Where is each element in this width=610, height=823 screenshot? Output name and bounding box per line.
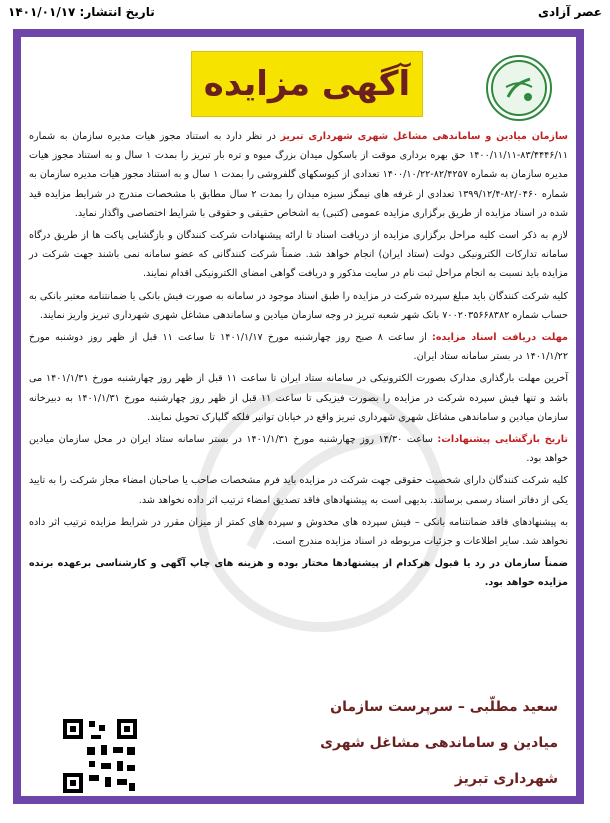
paragraph-7-text: کلیه شرکت کنندگان دارای شخصیت حقوقی جهت شرکت در مزایده باید فرم مشخصات صاحب یا صاحبان امضاء مجاز شرکت را به تایید یکی از دفاتر اسناد رسمی برسانند. بدیهی است به پیشنهادهای فاقد تصدیق امضاء ترتیب اثر داده نخواهد شد. <box>29 475 568 506</box>
paragraph-3 <box>29 287 568 325</box>
signature-line-2: میادین و ساماندهی مشاغل شهری <box>320 735 558 751</box>
municipality-logo-icon <box>486 55 552 121</box>
paragraph-4-lead: مهلت دریافت اسناد مزایده: <box>432 332 568 344</box>
paragraph-9 <box>29 554 568 592</box>
title-box <box>191 51 423 117</box>
paragraph-6-text: ساعت ۱۴/۳۰ روز چهارشنبه مورخ ۱۴۰۱/۱/۳۱ در بستر سامانه ستاد ایران در محل سازمان میادین خواهد بود. <box>29 434 568 465</box>
paragraph-5-text: آخرین مهلت بارگذاری مدارک بصورت الکترونیکی در سامانه ستاد ایران تا ساعت ۱۱ قبل از ظهر روز چهارشنبه مورخ ۱۴۰۱/۱/۳۱ می باشد و تنها فیش سپرده شرکت در مزایده را بصورت فیزیکی تا ساعت ۱۱ قبل از ظهر روز چهارشنبه مورخ ۱۴۰۱/۱/۳۱ به دبیرخانه سازمان میادین و ساماندهی مشاغل شهری شهرداری تبریز واقع در خیابان توانیر فلکه گلپارک تحویل نمایند. <box>29 373 568 423</box>
paragraph-1 <box>29 127 568 223</box>
paragraph-2-text: لازم به ذکر است کلیه مراحل برگزاری مزایده از دریافت اسناد تا ارائه پیشنهادات شرکت کنندگان و بازگشایی پاکت ها از طریق درگاه سامانه تدارکات الکترونیکی دولت (ستاد ایران) انجام خواهد شد. ضمناً شرکت کنندگانی که عضو سامانه نمی باشند جهت شرکت در مزایده باید نسبت به انجام مراحل ثبت نام در سایت مذکور و دریافت گواهی امضای الکترونیکی اقدام نمایند. <box>29 230 568 280</box>
paragraph-9-text: ضمناً سازمان در رد یا قبول هرکدام از پیشنهادها مختار بوده و هزینه های چاپ آگهی و کارشناسی برعهده برنده مزایده خواهد بود. <box>29 558 568 589</box>
ad-title: آگهی مزایده <box>203 64 411 104</box>
paragraph-6 <box>29 430 568 468</box>
signature-line-1: سعید مطلّبی – سرپرست سازمان <box>330 699 558 715</box>
ad-header <box>21 37 576 137</box>
paragraph-2 <box>29 226 568 284</box>
newspaper-name: عصر آزادی <box>538 5 602 19</box>
paragraph-5 <box>29 369 568 427</box>
signature-line-3: شهرداری تبریز <box>454 771 558 787</box>
ad-body <box>29 127 568 712</box>
paragraph-4 <box>29 328 568 366</box>
top-bar <box>0 0 610 26</box>
paragraph-1-lead: سازمان میادین و ساماندهی مشاغل شهری شهرداری تبریز <box>280 131 568 142</box>
ad-frame <box>13 29 584 804</box>
signature-block <box>298 689 558 799</box>
paragraph-7 <box>29 471 568 509</box>
qr-code-icon <box>61 717 139 795</box>
paragraph-8 <box>29 513 568 551</box>
paragraph-6-lead: تاریخ بازگشایی پیشنهادات: <box>437 434 569 446</box>
paragraph-1-text: در نظر دارد به استناد مجوز هیات مدیره سازمان به شماره ۸۳/۴۴۴۶/۱۱-۱۴۰۰/۱۱/۱۱ حق بهره برداری موقت از باسکول میدان بزرگ میوه و تره بار تبریز را بمدت ۱ سال و به استناد مجوز هیات مدیره سازمان به شماره ۸۲/۴۲۵۷-۱۴۰۰/۱۰/۲۲ تعدادی از کیوسکهای گلفروشی را بمدت ۱ سال و به استناد مجوز هیات مدیره سازمان به شماره ۸۲/۰۴۶۰-۱۳۹۹/۱۲/۴ تعدادی از غرفه های نیمگز سبزه میدان را بمدت ۲ سال مطابق با مشخصات مندرج در شرایط مزایده قید شده در اسناد مزایده از طریق برگزاری مزایده عمومی (کتبی) به اشخاص حقیقی و حقوقی با شرایط اختصاصی واگذار نماید. <box>29 131 568 219</box>
publish-date: تاریخ انتشار: ۱۴۰۱/۰۱/۱۷ <box>8 5 155 19</box>
paragraph-4-text: از ساعت ۸ صبح روز چهارشنبه مورخ ۱۴۰۱/۱/۱۷ تا ساعت ۱۱ قبل از ظهر روز دوشنبه مورخ ۱۴۰۱/۱/۲۲ در بستر سامانه ستاد ایران. <box>29 332 568 363</box>
paragraph-8-text: به پیشنهادهای فاقد ضمانتنامه بانکی – فیش سپرده های مخدوش و سپرده های کمتر از میزان مقرر در شرایط مزایده ترتیب اثر داده نخواهد شد. سایر اطلاعات و جزئیات مربوطه در اسناد مزایده مندرج است. <box>29 516 568 548</box>
paragraph-3-text: کلیه شرکت کنندگان باید مبلغ سپرده شرکت در مزایده را طبق اسناد موجود در سامانه به صورت فیش بانکی یا ضمانتنامه معتبر بانکی به حساب شماره ۷۰۰۲۰۳۵۶۶۸۳۸۲ بانک شهر شعبه تبریز در وجه سازمان میادین و ساماندهی مشاغل شهری شهرداری تبریز واریز نمایند. <box>29 290 568 321</box>
